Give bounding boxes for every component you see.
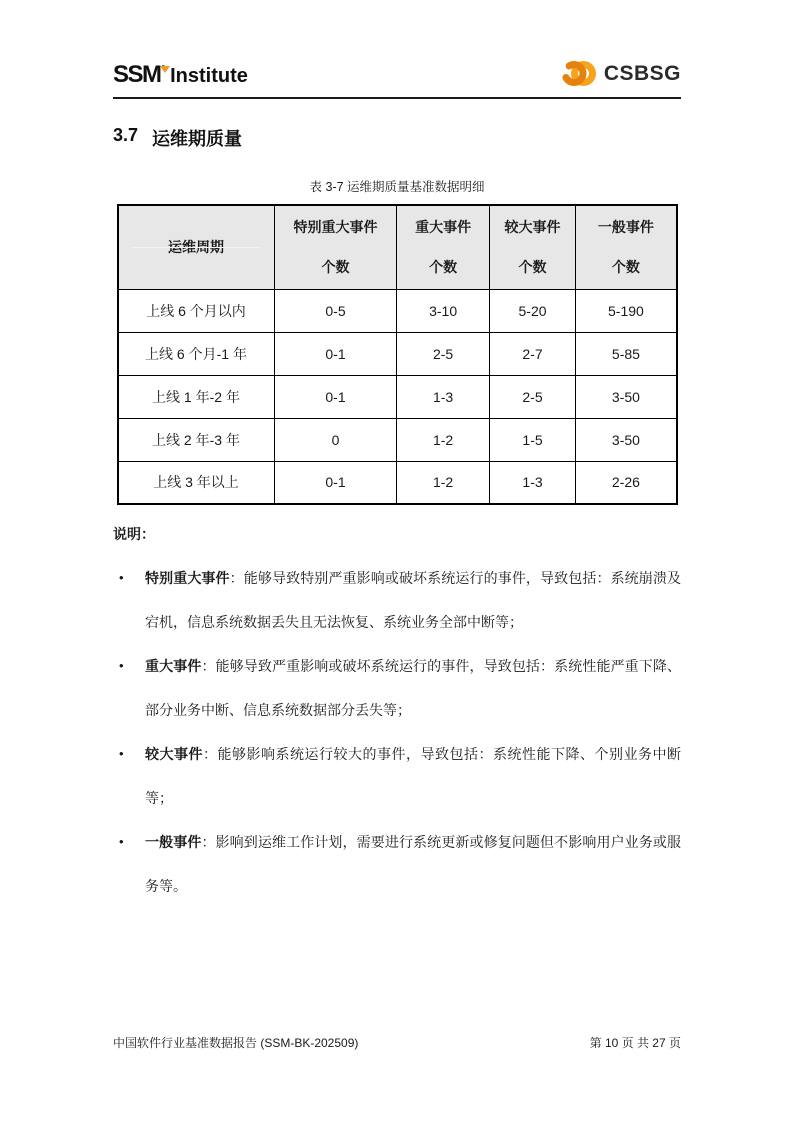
cell-value: 1-3 <box>397 375 489 418</box>
notes-section <box>113 512 681 908</box>
note-term: 较大事件 <box>145 746 203 762</box>
table-row <box>118 418 677 461</box>
note-desc: ：能够导致特别严重影响或破坏系统运行的事件，导致包括：系统崩溃及宕机，信息系统数据丢失且无法恢复、系统业务全部中断等； <box>145 570 682 630</box>
csbsg-rings-icon <box>561 58 597 89</box>
note-term: 一般事件 <box>145 834 202 850</box>
cell-value: 2-5 <box>397 332 489 375</box>
page-header <box>113 0 681 99</box>
column-header-minor <box>576 205 677 289</box>
cell-value: 0 <box>274 418 397 461</box>
column-header-major <box>397 205 489 289</box>
ssm-logo-text: SSM <box>113 61 161 88</box>
table-caption: 表 3-7 运维期质量基准数据明细 <box>309 180 485 194</box>
ssm-institute-logo <box>113 61 248 89</box>
note-desc: ：影响到运维工作计划，需要进行系统更新或修复问题但不影响用户业务或服务等。 <box>145 834 682 894</box>
column-header-line1: 重大事件 <box>415 219 472 236</box>
row-label: 上线 6 个月-1 年 <box>118 332 275 375</box>
institute-logo-text: Institute <box>170 65 248 87</box>
row-label: 上线 2 年-3 年 <box>118 418 275 461</box>
note-term: 重大事件 <box>145 658 202 674</box>
note-term: 特别重大事件 <box>145 570 230 586</box>
cell-value: 5-85 <box>576 332 677 375</box>
csbsg-logo <box>561 58 681 89</box>
list-item <box>113 732 681 820</box>
cell-value: 1-5 <box>489 418 576 461</box>
row-label: 上线 3 年以上 <box>118 461 275 504</box>
bullet-icon: • <box>119 658 124 673</box>
bullet-icon: • <box>119 570 124 585</box>
section-heading <box>113 125 681 151</box>
cell-value: 3-50 <box>576 375 677 418</box>
page-footer <box>113 1034 681 1051</box>
bullet-icon: • <box>119 834 124 849</box>
footer-report-title: 中国软件行业基准数据报告 (SSM-BK-202509) <box>113 1036 359 1050</box>
cell-value: 3-50 <box>576 418 677 461</box>
column-header-line2: 个数 <box>611 259 640 276</box>
list-item <box>113 644 681 732</box>
cell-value: 0-1 <box>274 332 397 375</box>
cell-value: 5-20 <box>489 289 576 332</box>
table-row <box>118 289 677 332</box>
row-label: 上线 1 年-2 年 <box>118 375 275 418</box>
table-row <box>118 461 677 504</box>
column-header-line1: 特别重大事件 <box>293 219 378 236</box>
table-row <box>118 332 677 375</box>
section-title: 运维期质量 <box>152 129 243 149</box>
column-header-line1: 一般事件 <box>597 219 654 236</box>
row-label: 上线 6 个月以内 <box>118 289 275 332</box>
cell-value: 1-3 <box>489 461 576 504</box>
document-page <box>113 0 681 1123</box>
cell-value: 2-7 <box>489 332 576 375</box>
bullet-icon: • <box>119 746 124 761</box>
column-header-critical <box>274 205 397 289</box>
table-row <box>118 375 677 418</box>
ssm-logo-triangle-icon <box>160 66 170 73</box>
cell-value: 1-2 <box>397 418 489 461</box>
cell-value: 2-26 <box>576 461 677 504</box>
notes-title: 说明： <box>113 526 155 542</box>
list-item <box>113 556 681 644</box>
table-header-row <box>118 205 677 289</box>
cell-value: 2-5 <box>489 375 576 418</box>
cell-value: 3-10 <box>397 289 489 332</box>
column-header-line2: 个数 <box>429 259 458 276</box>
column-header-line2: 个数 <box>321 259 350 276</box>
column-header-period: 运维周期 <box>118 205 275 289</box>
column-header-line1: 较大事件 <box>504 219 561 236</box>
note-desc: ：能够导致严重影响或破坏系统运行的事件，导致包括：系统性能严重下降、部分业务中断、信息系统数据部分丢失等； <box>145 658 682 718</box>
list-item <box>113 820 681 908</box>
note-desc: ：能够影响系统运行较大的事件，导致包括：系统性能下降、个别业务中断等； <box>145 746 681 806</box>
cell-value: 5-190 <box>576 289 677 332</box>
benchmark-table <box>117 204 678 505</box>
cell-value: 0-1 <box>274 375 397 418</box>
csbsg-logo-text: CSBSG <box>603 61 681 85</box>
cell-value: 0-1 <box>274 461 397 504</box>
section-number: 3.7 <box>113 125 139 145</box>
cell-value: 1-2 <box>397 461 489 504</box>
column-header-moderate <box>489 205 576 289</box>
column-header-line2: 个数 <box>518 259 547 276</box>
cell-value: 0-5 <box>274 289 397 332</box>
footer-page-number: 第 10 页 共 27 页 <box>589 1036 681 1050</box>
ssm-logo-mark: ° <box>161 63 166 73</box>
